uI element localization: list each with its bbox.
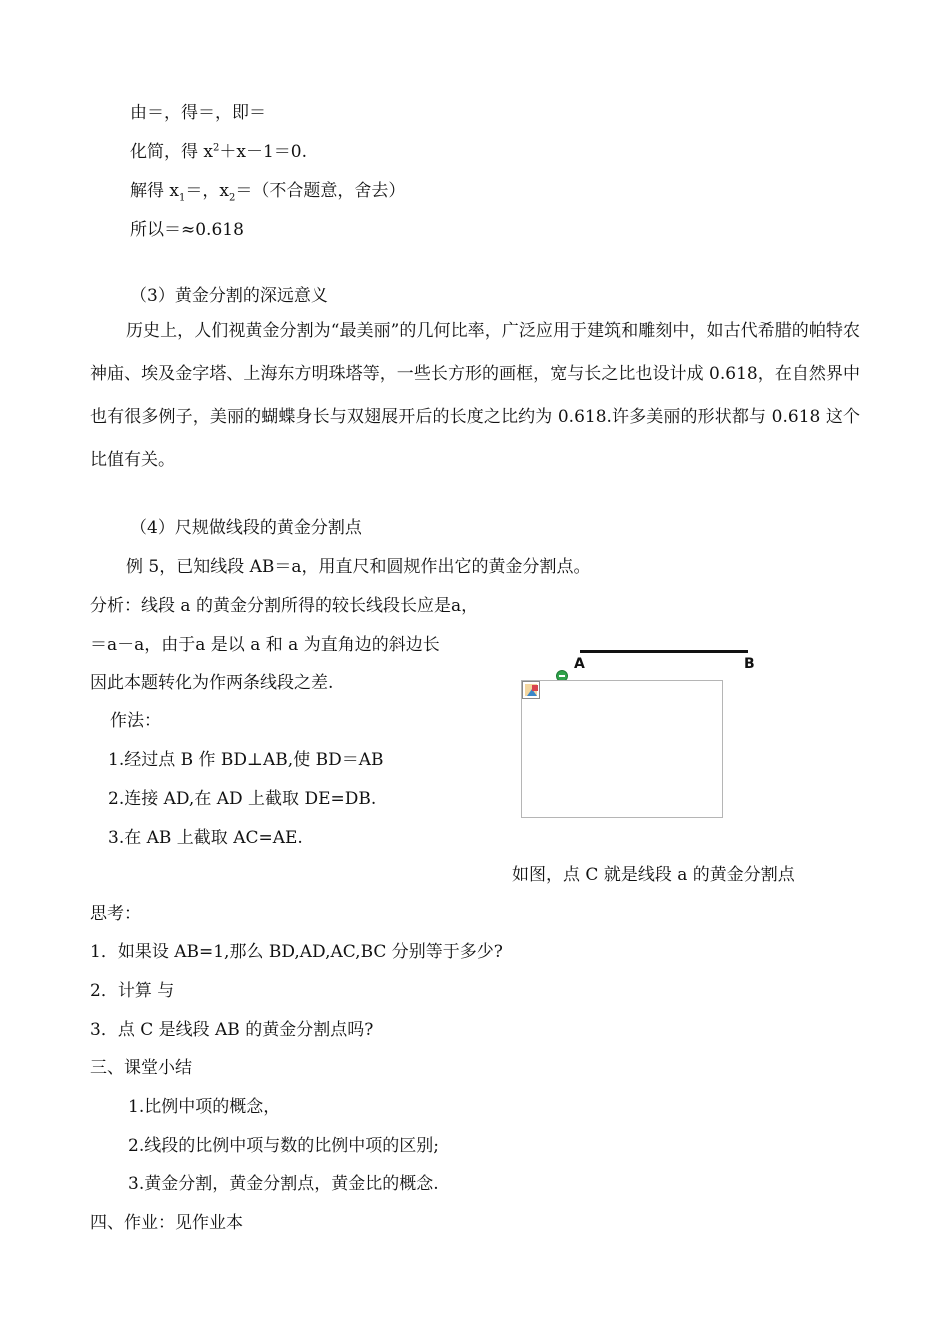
image-frame	[521, 680, 723, 818]
point-a-label: A	[574, 656, 585, 672]
think-item: 3．点 C 是线段 AB 的黄金分割点吗?	[90, 1020, 374, 1040]
think-item: 2．计算 与	[90, 981, 175, 1001]
derivation-line-2-rest: ＋x－1＝0.	[219, 142, 307, 162]
summary-title: 三、课堂小结	[90, 1058, 192, 1078]
method-step: 2.连接 AD,在 AD 上截取 DE=DB.	[108, 789, 377, 809]
homework: 四、作业：见作业本	[90, 1213, 243, 1233]
subscript-1: 1	[179, 192, 186, 204]
derivation-line-4: 所以＝≈0.618	[130, 220, 244, 240]
section-4-heading: （4）尺规做线段的黄金分割点	[130, 518, 362, 538]
summary-item: 1.比例中项的概念，	[128, 1097, 281, 1117]
point-b-label: B	[744, 656, 755, 672]
example-5: 例 5，已知线段 AB＝a，用直尺和圆规作出它的黄金分割点。	[126, 557, 591, 577]
summary-item: 3.黄金分割，黄金分割点，黄金比的概念.	[128, 1174, 439, 1194]
broken-image-icon	[522, 681, 540, 699]
segment-ab	[580, 650, 748, 653]
analysis-line-3: 因此本题转化为作两条线段之差.	[90, 673, 334, 693]
derivation-line-3	[130, 180, 405, 202]
section-3-paragraph: 历史上，人们视黄金分割为“最美丽”的几何比率，广泛应用于建筑和雕刻中，如古代希腊的帕特农神庙、埃及金字塔、上海东方明珠塔等，一些长方形的画框，宽与长之比也设计成 0.618，在自然界中也有很多例子，美丽的蝴蝶身长与双翅展开后的长度之比约为 0.618.许多美丽的形状都与 0.618 这个比值有关。	[90, 321, 860, 470]
derivation-line-3-mid: ＝，x	[185, 181, 229, 201]
summary-item: 2.线段的比例中项与数的比例中项的区别;	[128, 1136, 439, 1156]
derivation-line-2-text: 化简，得 x	[130, 142, 213, 162]
derivation-line-3-rest: ＝（不合题意，舍去）	[235, 181, 406, 201]
method-step: 3.在 AB 上截取 AC=AE.	[108, 828, 303, 848]
subscript-2: 2	[228, 192, 236, 204]
method-title: 作法：	[110, 711, 161, 731]
exponent: 2	[213, 142, 220, 154]
think-item: 1．如果设 AB=1,那么 BD,AD,AC,BC 分别等于多少?	[90, 942, 503, 962]
derivation-line-1: 由＝，得＝，即＝	[130, 103, 266, 123]
analysis-line-1: 分析：线段 a 的黄金分割所得的较长线段长应是a，	[90, 596, 479, 616]
section-3-heading: （3）黄金分割的深远意义	[130, 286, 328, 306]
method-step: 1.经过点 B 作 BD⊥AB,使 BD＝AB	[108, 750, 384, 770]
derivation-line-3-text: 解得 x	[130, 181, 179, 201]
figure-caption: 如图，点 C 就是线段 a 的黄金分割点	[512, 865, 795, 885]
derivation-line-2	[130, 141, 307, 163]
think-title: 思考：	[90, 904, 141, 924]
analysis-line-2: ＝a－a，由于a 是以 a 和 a 为直角边的斜边长	[90, 635, 440, 655]
